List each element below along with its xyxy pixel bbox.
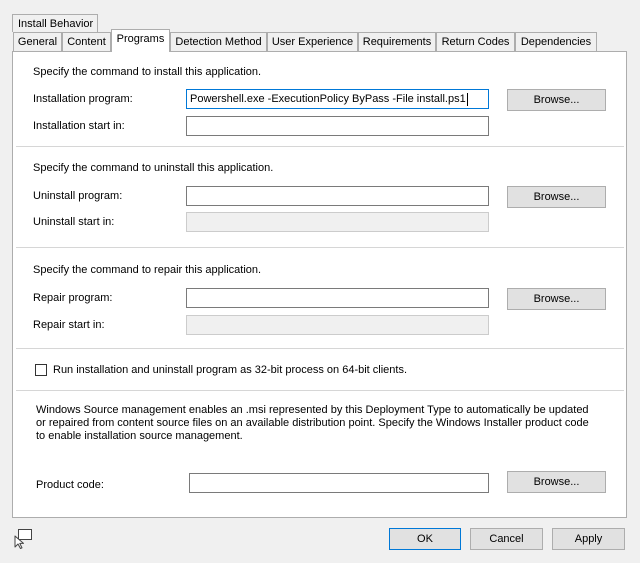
- run-32bit-checkbox[interactable]: [35, 364, 47, 376]
- installation-start-in-label: Installation start in:: [33, 120, 125, 132]
- ok-button[interactable]: OK: [389, 528, 461, 550]
- install-heading: Specify the command to install this application.: [33, 66, 262, 78]
- tab-programs[interactable]: [111, 29, 170, 52]
- source-management-description: Windows Source management enables an .msi represented by this Deployment Type to automatically be updated or repaired from content source files on an available distribution point. Specify the Windows Installer product code to enable installation source management.: [36, 404, 589, 442]
- tab-content[interactable]: [62, 32, 111, 51]
- uninstall-program-input[interactable]: [186, 186, 489, 206]
- section-divider: [16, 348, 624, 349]
- cancel-button[interactable]: Cancel: [470, 528, 543, 550]
- section-divider: [16, 146, 624, 147]
- tab-dependencies[interactable]: [515, 32, 597, 51]
- installation-program-label: Installation program:: [33, 93, 133, 105]
- section-divider: [16, 247, 624, 248]
- tab-detection-method[interactable]: [170, 32, 267, 51]
- repair-heading: Specify the command to repair this application.: [33, 264, 262, 276]
- tab-user-experience-label: User Experience: [271, 36, 354, 48]
- product-code-label: Product code:: [36, 479, 104, 491]
- installation-start-in-input[interactable]: [186, 116, 489, 136]
- install-behavior-group-tab: [12, 14, 98, 32]
- tab-user-experience[interactable]: [267, 32, 358, 51]
- tab-requirements[interactable]: [358, 32, 436, 51]
- tab-dependencies-label: Dependencies: [520, 36, 592, 48]
- tab-return-codes[interactable]: [436, 32, 515, 51]
- tab-general-label: General: [17, 36, 58, 48]
- repair-program-label: Repair program:: [33, 292, 113, 304]
- tab-general[interactable]: [13, 32, 62, 51]
- tab-detection-method-label: Detection Method: [175, 36, 262, 48]
- uninstall-program-label: Uninstall program:: [33, 190, 123, 202]
- tab-programs-label: Programs: [116, 33, 165, 45]
- product-code-browse-button[interactable]: Browse...: [507, 471, 606, 493]
- repair-start-in-label: Repair start in:: [33, 319, 105, 331]
- uninstall-browse-button[interactable]: Browse...: [507, 186, 606, 208]
- installation-program-input[interactable]: [186, 89, 489, 109]
- tab-requirements-label: Requirements: [362, 36, 432, 48]
- run-32bit-label: Run installation and uninstall program as 32-bit process on 64-bit clients.: [53, 364, 408, 376]
- tab-content-label: Content: [67, 36, 106, 48]
- uninstall-start-in-input[interactable]: [186, 212, 489, 232]
- uninstall-heading: Specify the command to uninstall this application.: [33, 162, 274, 174]
- tab-return-codes-label: Return Codes: [441, 36, 510, 48]
- install-behavior-label: Install Behavior: [18, 18, 94, 30]
- apply-button[interactable]: Apply: [552, 528, 625, 550]
- repair-start-in-input[interactable]: [186, 315, 489, 335]
- installation-program-value: Powershell.exe -ExecutionPolicy ByPass -File install.ps1: [190, 93, 466, 105]
- repair-browse-button[interactable]: Browse...: [507, 288, 606, 310]
- help-pointer-icon[interactable]: [12, 527, 34, 549]
- text-caret: [467, 93, 468, 106]
- product-code-input[interactable]: [189, 473, 489, 493]
- repair-program-input[interactable]: [186, 288, 489, 308]
- install-browse-button[interactable]: Browse...: [507, 89, 606, 111]
- section-divider: [16, 390, 624, 391]
- uninstall-start-in-label: Uninstall start in:: [33, 216, 115, 228]
